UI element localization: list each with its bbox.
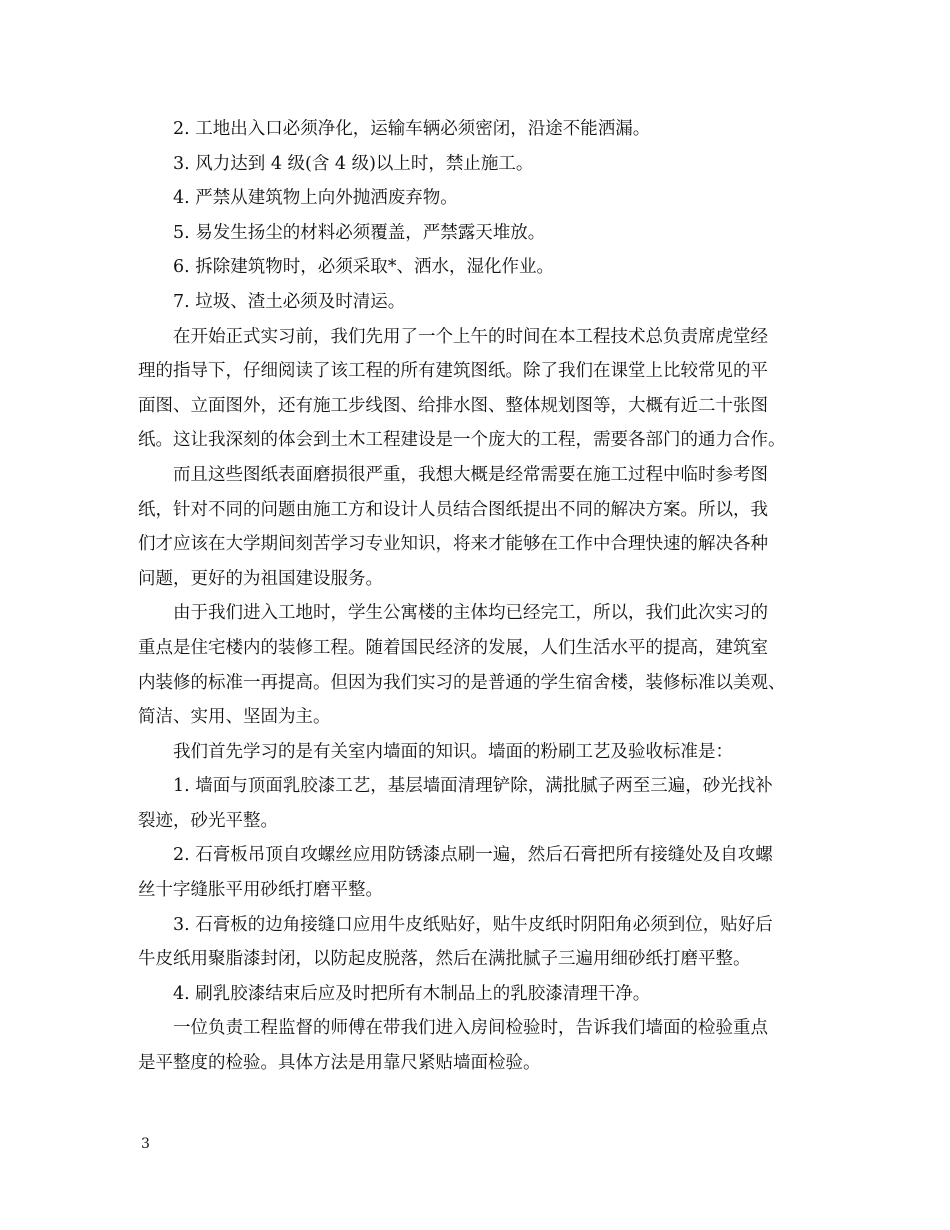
- text-line: 而且这些图纸表面磨损很严重，我想大概是经常需要在施工过程中临时参考图: [173, 464, 768, 485]
- text-line: 由于我们进入工地时，学生公寓楼的主体均已经完工，所以，我们此次实习的: [173, 603, 768, 624]
- text-line: 2. 工地出入口必须净化，运输车辆必须密闭，沿途不能洒漏。: [173, 119, 651, 139]
- text-line: 1. 墙面与顶面乳胶漆工艺，基层墙面清理铲除，满批腻子两至三遍，砂光找补: [173, 776, 773, 797]
- text-line: 在开始正式实习前，我们先用了一个上午的时间在本工程技术总负责席虎堂经: [173, 326, 768, 347]
- text-line: 5. 易发生扬尘的材料必须覆盖，严禁露天堆放。: [173, 222, 546, 243]
- text-line: 4. 严禁从建筑物上向外抛洒废弃物。: [173, 188, 458, 209]
- text-line: 3. 石膏板的边角接缝口应用牛皮纸贴好，贴牛皮纸时阴阳角必须到位，贴好后: [173, 914, 773, 935]
- text-line: 是平整度的检验。具体方法是用靠尺紧贴墙面检验。: [138, 1053, 541, 1074]
- text-line: 2. 石膏板吊顶自攻螺丝应用防锈漆点刷一遍，然后石膏把所有接缝处及自攻螺: [173, 845, 773, 866]
- text-line: 丝十字缝胀平用砂纸打磨平整。: [138, 880, 383, 901]
- text-line: 一位负责工程监督的师傅在带我们进入房间检验时，告诉我们墙面的检验重点: [173, 1018, 768, 1039]
- text-line: 4. 刷乳胶漆结束后应及时把所有木制品上的乳胶漆清理干净。: [173, 983, 651, 1004]
- text-line: 纸，针对不同的问题由施工方和设计人员结合图纸提出不同的解决方案。所以，我: [138, 499, 768, 520]
- text-line: 7. 垃圾、渣土必须及时清运。: [173, 291, 406, 312]
- text-line: 简洁、实用、坚固为主。: [138, 707, 331, 728]
- text-line: 3. 风力达到 4 级(含 4 级)以上时，禁止施工。: [173, 153, 534, 174]
- text-line: 牛皮纸用聚脂漆封闭，以防起皮脱落，然后在满批腻子三遍用细砂纸打磨平整。: [138, 949, 751, 970]
- text-line: 裂迹，砂光平整。: [138, 810, 278, 831]
- document-body: [138, 112, 818, 1081]
- page-number: 3: [141, 1136, 150, 1152]
- text-line: 理的指导下，仔细阅读了该工程的所有建筑图纸。除了我们在课堂上比较常见的平: [138, 361, 768, 382]
- text-line: 问题，更好的为祖国建设服务。: [138, 568, 383, 589]
- text-line: 重点是住宅楼内的装修工程。随着国民经济的发展，人们生活水平的提高，建筑室: [138, 637, 768, 658]
- text-line: 我们首先学习的是有关室内墙面的知识。墙面的粉刷工艺及验收标准是：: [173, 741, 733, 762]
- text-line: 内装修的标准一再提高。但因为我们实习的是普通的学生宿舍楼，装修标准以美观、: [138, 672, 786, 693]
- text-line: 6. 拆除建筑物时，必须采取*、洒水，湿化作业。: [173, 257, 555, 278]
- text-line: 纸。这让我深刻的体会到土木工程建设是一个庞大的工程，需要各部门的通力合作。: [138, 430, 786, 451]
- text-line: 面图、立面图外，还有施工步线图、给排水图、整体规划图等，大概有近二十张图: [138, 395, 768, 416]
- text-line: 们才应该在大学期间刻苦学习专业知识，将来才能够在工作中合理快速的解决各种: [138, 534, 768, 555]
